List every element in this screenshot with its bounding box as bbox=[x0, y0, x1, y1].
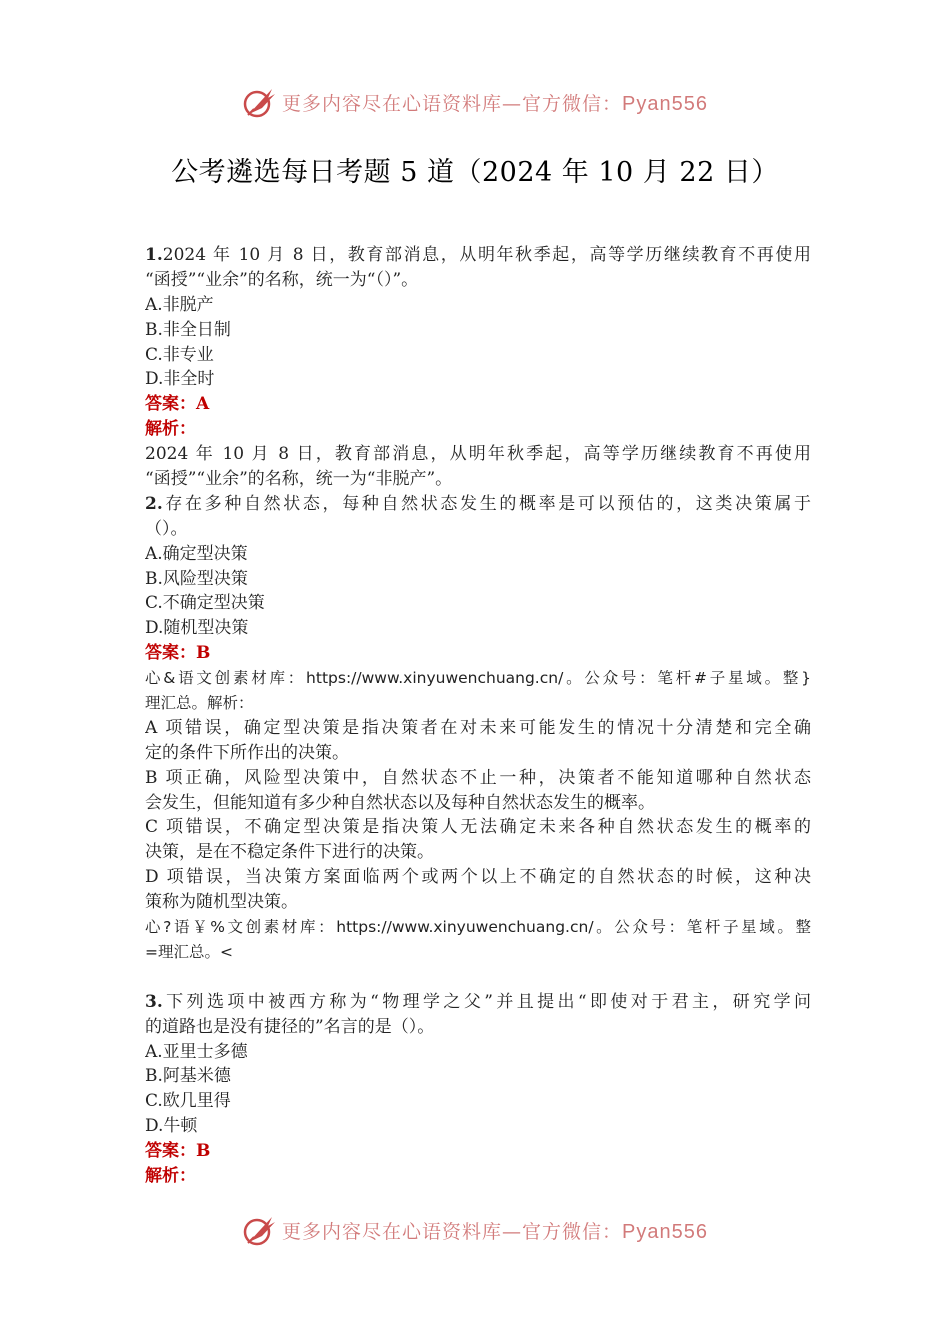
question-list bbox=[145, 243, 811, 1189]
quill-logo-icon bbox=[242, 1212, 278, 1248]
q2-analysis-d-line1: D 项错误，当决策方案面临两个或两个以上不确定的自然状态的时候，这种决 bbox=[145, 867, 811, 888]
q3-option-b: B.阿基米德 bbox=[145, 1066, 231, 1087]
q1-option-b: B.非全日制 bbox=[145, 319, 231, 340]
q2-noise2-line2: =理汇总。< bbox=[145, 942, 233, 961]
q2-stem-line2: （）。 bbox=[145, 518, 188, 539]
top-watermark-banner bbox=[0, 82, 950, 122]
q2-noise2-line1: 心?语￥%文创素材库：https://www.xinyuwenchuang.cn/。公众号：笔杆子星域。整 bbox=[145, 918, 811, 937]
q2-analysis-d-line2: 策称为随机型决策。 bbox=[145, 892, 298, 913]
q2-analysis-c-line2: 决策，是在不稳定条件下进行的决策。 bbox=[145, 842, 434, 863]
q2-analysis-b-line2: 会发生，但能知道有多少种自然状态以及每种自然状态发生的概率。 bbox=[145, 792, 655, 813]
q1-answer: 答案：A bbox=[145, 394, 210, 415]
q2-answer: 答案：B bbox=[145, 643, 211, 664]
q2-option-b: B.风险型决策 bbox=[145, 568, 248, 589]
q1-analysis-line2: “函授”“业余”的名称，统一为“非脱产”。 bbox=[145, 469, 453, 490]
q3-stem-line1: 3.下列选项中被西方称为“物理学之父”并且提出“即使对于君主，研究学问 bbox=[145, 991, 811, 1012]
q1-analysis-label: 解析： bbox=[145, 419, 196, 440]
q2-noise-line2: 理汇总。解析： bbox=[145, 694, 254, 713]
watermark-text: 更多内容尽在心语资料库—官方微信：Pyan556 bbox=[282, 1220, 708, 1243]
page-title: 公考遴选每日考题 5 道（2024 年 10 月 22 日） bbox=[171, 157, 779, 188]
q1-stem-line1: 1.2024 年 10 月 8 日，教育部消息，从明年秋季起，高等学历继续教育不再使用 bbox=[145, 245, 811, 265]
q2-analysis-a-line1: A 项错误，确定型决策是指决策者在对未来可能发生的情况十分清楚和完全确 bbox=[145, 717, 811, 738]
q1-option-a: A.非脱产 bbox=[145, 294, 214, 315]
quill-logo-icon bbox=[242, 84, 278, 120]
bottom-watermark-banner bbox=[0, 1210, 950, 1250]
q2-noise-line1: 心&语文创素材库：https://www.xinyuwenchuang.cn/。公众号：笔杆#子星域。整} bbox=[145, 669, 811, 688]
q3-stem-line2: 的道路也是没有捷径的”名言的是（）。 bbox=[145, 1016, 435, 1037]
q1-option-c: C.非专业 bbox=[145, 344, 214, 365]
q2-analysis-b-line1: B 项正确，风险型决策中，自然状态不止一种，决策者不能知道哪种自然状态 bbox=[145, 767, 811, 788]
q3-option-a: A.亚里士多德 bbox=[145, 1041, 248, 1062]
q2-option-a: A.确定型决策 bbox=[145, 543, 248, 564]
q3-option-c: C.欧几里得 bbox=[145, 1091, 231, 1112]
q2-option-c: C.不确定型决策 bbox=[145, 593, 265, 614]
q3-option-d: D.牛顿 bbox=[145, 1116, 198, 1137]
q3-analysis-label: 解析： bbox=[145, 1165, 196, 1186]
q3-answer: 答案：B bbox=[145, 1141, 211, 1162]
q2-stem-line1: 2.存在多种自然状态，每种自然状态发生的概率是可以预估的，这类决策属于 bbox=[145, 493, 811, 514]
question-spacer bbox=[145, 965, 811, 990]
q2-analysis-a-line2: 定的条件下所作出的决策。 bbox=[145, 742, 349, 763]
q1-analysis-line1: 2024 年 10 月 8 日，教育部消息，从明年秋季起，高等学历继续教育不再使用 bbox=[145, 444, 811, 465]
q2-option-d: D.随机型决策 bbox=[145, 618, 249, 639]
watermark-text: 更多内容尽在心语资料库—官方微信：Pyan556 bbox=[282, 92, 708, 115]
q1-stem-line2: “函授”“业余”的名称，统一为“（）”。 bbox=[145, 269, 419, 290]
q1-option-d: D.非全时 bbox=[145, 369, 215, 390]
q2-analysis-c-line1: C 项错误，不确定型决策是指决策人无法确定未来各种自然状态发生的概率的 bbox=[145, 817, 811, 838]
